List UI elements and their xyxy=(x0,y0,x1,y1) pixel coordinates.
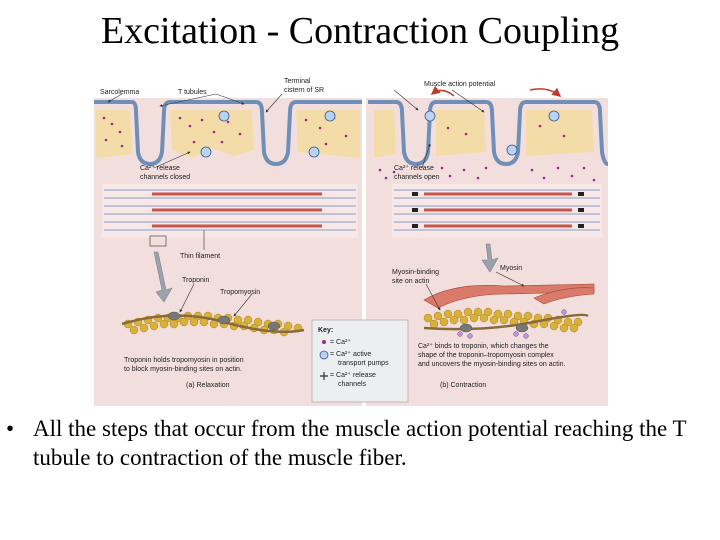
caption-left-1: Troponin holds tropomyosin in position xyxy=(124,357,244,364)
caption-right-3: and uncovers the myosin-binding sites on actin. xyxy=(418,361,566,368)
key-item-calcium: = Ca²⁺ xyxy=(330,339,352,346)
key-title: Key: xyxy=(318,327,334,334)
key-item-pump-2: transport pumps xyxy=(338,360,389,367)
label-tropomyosin: Tropomyosin xyxy=(220,289,261,296)
sarcomere-bundle-right xyxy=(392,184,602,238)
key-box xyxy=(312,320,408,402)
key-item-channel-2: channels xyxy=(338,381,367,388)
key-item-channel-1: = Ca²⁺ release xyxy=(330,372,376,379)
label-myosin: Myosin xyxy=(500,265,523,272)
label-troponin: Troponin xyxy=(182,277,210,284)
label-terminal-cistern-1: Terminal xyxy=(284,78,311,85)
bullet-text: All the steps that occur from the muscle action potential reaching the T tubule to contraction of the muscle fiber. xyxy=(33,416,687,470)
sarcomere-bundle-left xyxy=(102,184,358,246)
panel-a-label: (a) Relaxation xyxy=(186,382,230,389)
label-sarcolemma: Sarcolemma xyxy=(100,89,140,96)
caption-right-1: Ca²⁺ binds to troponin, which changes the xyxy=(418,343,549,350)
caption-left-2: to block myosin-binding sites on actin. xyxy=(124,366,242,373)
label-ca-closed-1: Ca²⁺ release xyxy=(140,165,180,172)
label-myosin-binding-1: Myosin-binding xyxy=(392,269,440,276)
label-terminal-cistern-2: cistern of SR xyxy=(284,87,325,94)
slide-title: Excitation - Contraction Coupling xyxy=(100,10,620,52)
panel-b-label: (b) Contraction xyxy=(440,382,487,389)
label-ca-closed-2: channels closed xyxy=(140,174,191,181)
key-pump-icon xyxy=(320,351,328,359)
label-ca-open-1: Ca²⁺ release xyxy=(394,165,434,172)
excitation-contraction-figure xyxy=(94,72,608,406)
bullet-marker: • xyxy=(6,416,15,441)
caption-right-2: shape of the troponin–tropomyosin complex xyxy=(418,352,554,359)
key-calcium-icon xyxy=(322,340,326,344)
label-myosin-binding-2: site on actin xyxy=(392,278,430,285)
label-muscle-action-potential: Muscle action potential xyxy=(424,81,496,88)
label-ca-open-2: channels open xyxy=(394,174,440,181)
label-thin-filament: Thin filament xyxy=(180,253,221,260)
label-t-tubules: T tubules xyxy=(178,89,207,96)
key-item-pump-1: = Ca²⁺ active xyxy=(330,351,372,358)
